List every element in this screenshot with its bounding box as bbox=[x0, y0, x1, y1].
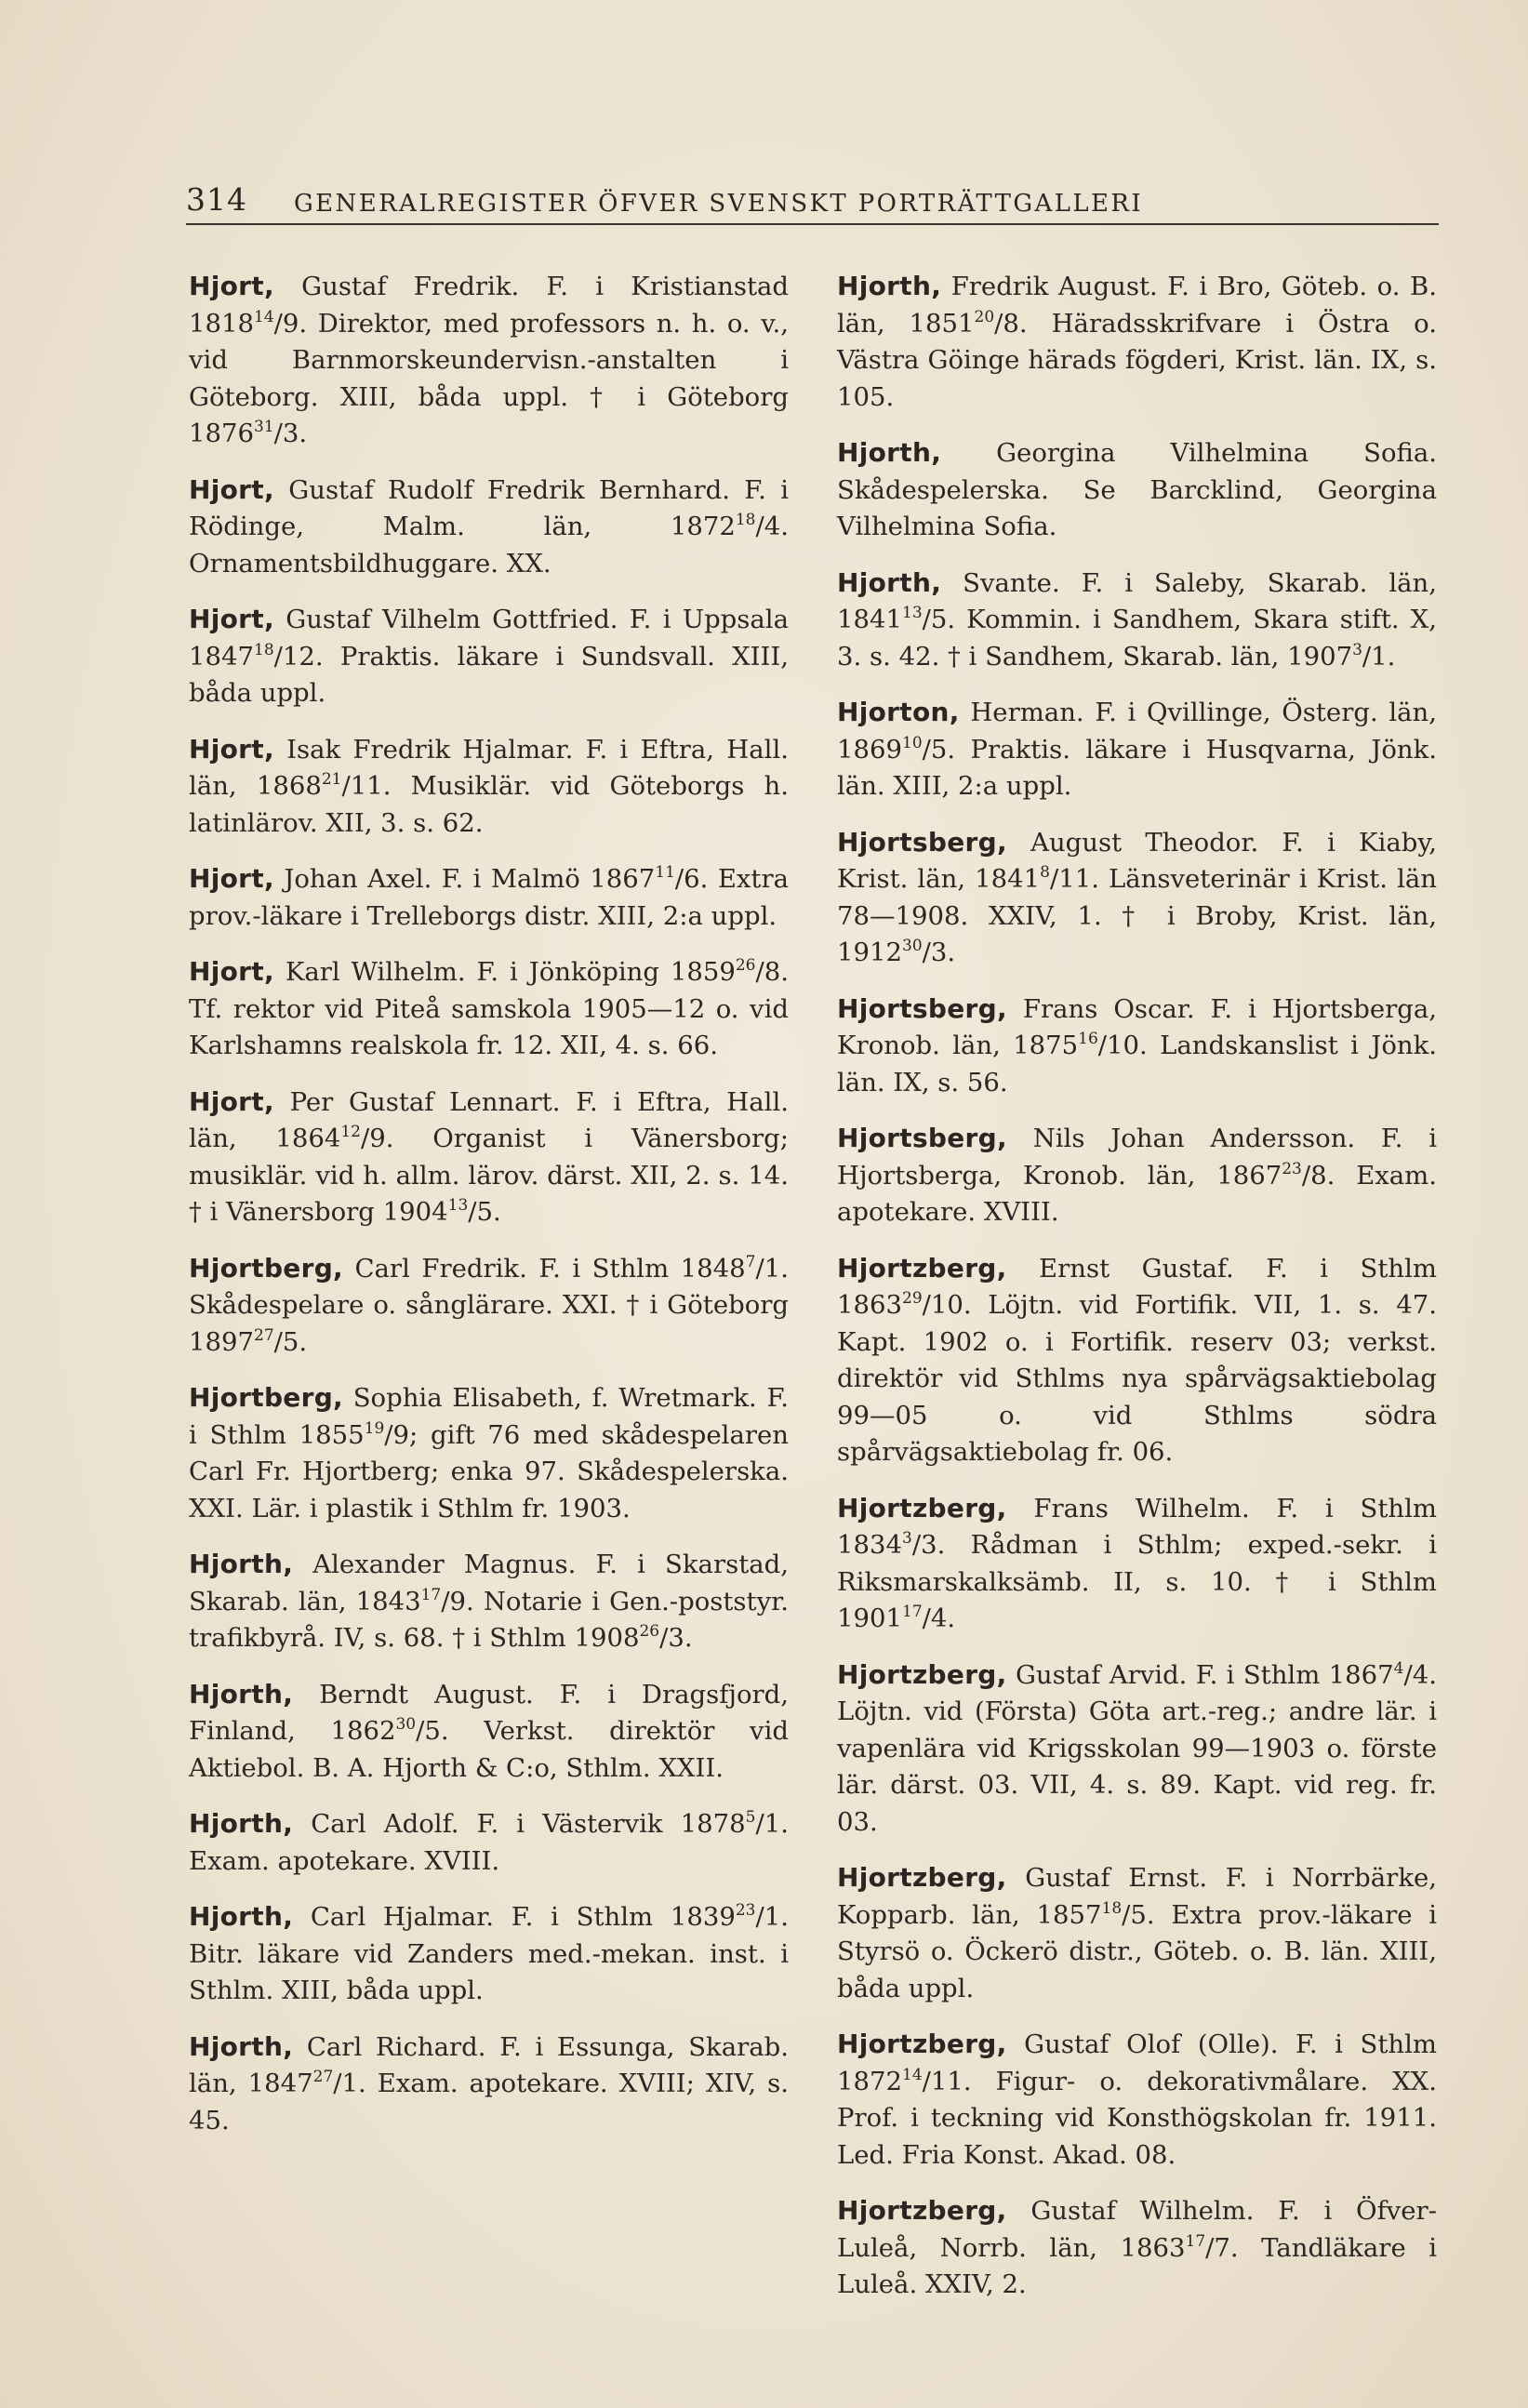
date-day-superscript: 8 bbox=[1040, 863, 1050, 882]
entry-text: /8. Tf. rektor vid Piteå samskola 1905—12 o. vid Karlshamns realskola fr. 12. XII, 4. s. 66. bbox=[189, 957, 789, 1060]
entry-text: /8. Exam. apotekare. XVIII. bbox=[837, 1160, 1437, 1227]
entry-text: /1. bbox=[1362, 641, 1396, 672]
entry-surname: Hjorth, bbox=[189, 1549, 294, 1579]
left-column bbox=[189, 268, 789, 2158]
entry-text: Gustaf Fredrik. F. i Kristianstad 1818 bbox=[189, 272, 789, 339]
entry-text: August Theodor. F. i Kiaby, Krist. län, 1841 bbox=[837, 827, 1437, 894]
entry-text: Carl Hjalmar. F. i Sthlm 1839 bbox=[293, 1902, 736, 1932]
entry-text: /3. bbox=[922, 938, 956, 967]
register-entry bbox=[189, 860, 789, 935]
entry-surname: Hjorth, bbox=[189, 1901, 294, 1932]
date-day-superscript: 3 bbox=[1352, 640, 1362, 659]
entry-text: /9. Notarie i Gen.-poststyr. trafikbyrå. IV, s. 68. † i Sthlm 1908 bbox=[189, 1586, 789, 1653]
entry-surname: Hjorth, bbox=[189, 1808, 294, 1839]
date-day-superscript: 21 bbox=[321, 770, 342, 789]
date-day-superscript: 30 bbox=[902, 937, 923, 955]
entry-surname: Hjorth, bbox=[189, 1678, 294, 1710]
entry-surname: Hjortzberg, bbox=[837, 2029, 1007, 2059]
entry-text: /5. Verkst. direktör vid Aktiebol. B. A. Hjorth & C:o, Sthlm. XXII. bbox=[189, 1716, 789, 1783]
page-header bbox=[186, 179, 1439, 225]
date-day-superscript: 26 bbox=[639, 1622, 660, 1641]
entry-surname: Hjortberg, bbox=[189, 1382, 343, 1413]
date-day-superscript: 27 bbox=[254, 1325, 274, 1345]
register-entry bbox=[837, 1490, 1437, 1638]
entry-text: /5. bbox=[468, 1197, 501, 1227]
date-day-superscript: 31 bbox=[254, 418, 274, 436]
entry-text: /5. Kommin. i Sandhem, Skara stift. X, 3. s. 42. † i Sandhem, Skarab. län, 1907 bbox=[837, 605, 1437, 672]
entry-surname: Hjort, bbox=[189, 1085, 274, 1117]
date-day-superscript: 17 bbox=[902, 1603, 923, 1621]
entry-text: Gustaf Vilhelm Gottfried. F. i Uppsala 1847 bbox=[189, 605, 789, 672]
entry-text: Johan Axel. F. i Malmö 1867 bbox=[273, 864, 656, 894]
entry-text: Gustaf Olof (Olle). F. i Sthlm 1872 bbox=[837, 2029, 1437, 2096]
entry-text: /11. Figur- o. dekorativmålare. XX. Prof. i teckning vid Konsthögskolan fr. 1911. Led. Fria Konst. Akad. 08. bbox=[837, 2066, 1437, 2170]
running-head: GENERALREGISTER ÖFVER SVENSKT PORTRÄTTGALLERI bbox=[294, 190, 1144, 218]
entry-text: Karl Wilhelm. F. i Jönköping 1859 bbox=[273, 957, 736, 987]
register-entry bbox=[189, 1676, 789, 1788]
entry-text: /1. Bitr. läkare vid Zanders med.-mekan. inst. i Sthlm. XIII, båda uppl. bbox=[189, 1902, 789, 2005]
entry-text: Gustaf Wilhelm. F. i Öfver-Luleå, Norrb. län, 1863 bbox=[837, 2196, 1437, 2263]
entry-text: Gustaf Ernst. F. i Norrbärke, Kopparb. län, 1857 bbox=[837, 1863, 1437, 1930]
entry-text: Gustaf Rudolf Fredrik Bernhard. F. i Rödinge, Malm. län, 1872 bbox=[189, 474, 789, 541]
entry-surname: Hjort, bbox=[189, 863, 274, 894]
entry-text: Fredrik August. F. i Bro, Göteb. o. B. län, 1851 bbox=[837, 272, 1437, 339]
entry-text: Frans Wilhelm. F. i Sthlm 1834 bbox=[837, 1493, 1437, 1560]
entry-text: /9. Organist i Vänersborg; musiklär. vid h. allm. lärov. därst. XII, 2. s. 14. † i Vänersborg 1904 bbox=[189, 1124, 789, 1227]
entry-surname: Hjortzberg, bbox=[837, 1658, 1007, 1690]
entry-text: Berndt August. F. i Dragsfjord, Finland, 1862 bbox=[189, 1679, 789, 1746]
date-day-superscript: 13 bbox=[902, 604, 923, 622]
entry-text: /11. Länsveterinär i Krist. län 78—1908. XXIV, 1. † i Broby, Krist. län, 1912 bbox=[837, 864, 1437, 967]
entry-text: /8. Häradsskrifvare i Östra o. Västra Göinge härads fögderi, Krist. län. IX, s. 105. bbox=[837, 308, 1437, 412]
entry-surname: Hjorth, bbox=[837, 566, 942, 598]
register-entry bbox=[189, 1250, 789, 1362]
register-entry bbox=[189, 601, 789, 712]
register-entry bbox=[189, 953, 789, 1065]
date-day-superscript: 23 bbox=[735, 1901, 756, 1920]
entry-text: /1. Exam. apotekare. XVIII; XIV, s. 45. bbox=[189, 2069, 789, 2135]
entry-text: Nils Johan Andersson. F. i Hjortsberga, Kronob. län, 1867 bbox=[837, 1124, 1437, 1191]
entry-surname: Hjort, bbox=[189, 604, 274, 634]
entry-text: /10. Landskanslist i Jönk. län. IX, s. 56. bbox=[837, 1031, 1437, 1098]
date-day-superscript: 13 bbox=[447, 1196, 469, 1215]
entry-text: /10. Löjtn. vid Fortifik. VII, 1. s. 47. Kapt. 1902 o. i Fortifik. reserv 03; verkst. direktör vid Sthlms nya spårvägsaktiebolag 99—05 o. vid Sthlms södra spårvägsaktiebolag fr. 06. bbox=[837, 1290, 1437, 1467]
date-day-superscript: 26 bbox=[735, 956, 756, 975]
register-entry bbox=[837, 565, 1437, 676]
register-entry bbox=[189, 268, 789, 453]
entry-surname: Hjort, bbox=[189, 473, 274, 505]
entry-text: Georgina Vilhelmina Sofia. Skådespelerska. Se Barcklind, Georgina Vilhelmina Sofia. bbox=[837, 438, 1437, 541]
date-day-superscript: 18 bbox=[254, 640, 274, 659]
register-entry bbox=[837, 1656, 1437, 1842]
register-entry bbox=[837, 2026, 1437, 2174]
entry-text: /3. Rådman i Sthlm; exped.-sekr. i Riksmarskalksämb. II, s. 10. † i Sthlm 1901 bbox=[837, 1530, 1437, 1633]
date-day-superscript: 12 bbox=[340, 1123, 361, 1141]
register-entry bbox=[189, 1898, 789, 2010]
register-entry bbox=[837, 694, 1437, 805]
date-day-superscript: 17 bbox=[1185, 2231, 1206, 2251]
entry-text: /1. Skådespelare o. sånglärare. XXI. † i Göteborg 1897 bbox=[189, 1253, 789, 1357]
entry-surname: Hjorton, bbox=[837, 697, 960, 727]
entry-surname: Hjortzberg, bbox=[837, 1252, 1007, 1284]
entry-surname: Hjortzberg, bbox=[837, 2195, 1007, 2226]
date-day-superscript: 20 bbox=[974, 307, 995, 326]
entry-surname: Hjortberg, bbox=[189, 1252, 343, 1284]
date-day-superscript: 18 bbox=[1101, 1898, 1123, 1918]
entry-text: Herman. F. i Qvillinge, Österg. län, 1869 bbox=[837, 698, 1437, 765]
register-entry bbox=[189, 1805, 789, 1880]
date-day-superscript: 14 bbox=[902, 2065, 923, 2084]
entry-surname: Hjort, bbox=[189, 956, 274, 987]
date-day-superscript: 10 bbox=[902, 733, 923, 752]
entry-text: /6. Extra prov.-läkare i Trelleborgs distr. XIII, 2:a uppl. bbox=[189, 864, 789, 931]
register-entry bbox=[837, 1859, 1437, 2007]
entry-text: /12. Praktis. läkare i Sundsvall. XIII, båda uppl. bbox=[189, 641, 789, 708]
entry-surname: Hjort, bbox=[189, 271, 274, 301]
entry-text: Carl Richard. F. i Essunga, Skarab. län, 1847 bbox=[189, 2031, 789, 2098]
entry-text: Isak Fredrik Hjalmar. F. i Eftra, Hall. län, 1868 bbox=[189, 734, 789, 801]
entry-text: Ernst Gustaf. F. i Sthlm 1863 bbox=[837, 1253, 1437, 1320]
date-day-superscript: 17 bbox=[420, 1585, 442, 1604]
register-entry bbox=[837, 268, 1437, 416]
register-entry bbox=[837, 2192, 1437, 2304]
entry-surname: Hjorth, bbox=[189, 2030, 294, 2062]
entry-text: Carl Fredrik. F. i Sthlm 1848 bbox=[342, 1253, 746, 1284]
register-entry bbox=[837, 1120, 1437, 1231]
date-day-superscript: 7 bbox=[745, 1252, 756, 1271]
entry-text: /5. Extra prov.-läkare i Styrsö o. Öckerö distr., Göteb. o. B. län. XIII, båda uppl. bbox=[837, 1899, 1437, 2003]
entry-surname: Hjorth, bbox=[837, 271, 942, 301]
page-number: 314 bbox=[186, 181, 247, 218]
date-day-superscript: 19 bbox=[364, 1418, 385, 1438]
register-entry bbox=[189, 1546, 789, 1657]
entry-surname: Hjortzberg, bbox=[837, 1492, 1007, 1523]
date-day-superscript: 4 bbox=[1393, 1658, 1404, 1678]
entry-text: Alexander Magnus. F. i Skarstad, Skarab. län, 1843 bbox=[189, 1550, 789, 1616]
entry-surname: Hjortsberg, bbox=[837, 992, 1007, 1024]
entry-surname: Hjorth, bbox=[837, 437, 942, 468]
right-column bbox=[837, 268, 1437, 2322]
register-entry bbox=[189, 1084, 789, 1231]
entry-text: Per Gustaf Lennart. F. i Eftra, Hall. län, 1864 bbox=[189, 1086, 789, 1153]
date-day-superscript: 27 bbox=[312, 2068, 334, 2086]
entry-text: /4. Ornamentsbildhuggare. XX. bbox=[189, 512, 789, 579]
entry-text: /1. Exam. apotekare. XVIII. bbox=[189, 1809, 789, 1876]
register-entry bbox=[837, 991, 1437, 1102]
entry-surname: Hjort, bbox=[189, 733, 274, 765]
entry-text: /3. bbox=[273, 419, 308, 448]
register-entry bbox=[837, 824, 1437, 972]
entry-surname: Hjortsberg, bbox=[837, 1123, 1007, 1153]
date-day-superscript: 30 bbox=[395, 1715, 417, 1734]
entry-text: /4. bbox=[922, 1603, 956, 1633]
entry-surname: Hjortsberg, bbox=[837, 826, 1007, 858]
register-entry bbox=[189, 1379, 789, 1527]
register-entry bbox=[837, 434, 1437, 546]
register-entry bbox=[189, 472, 789, 583]
entry-text: /5. bbox=[273, 1326, 308, 1357]
entry-text: /9. Direktor, med professors n. h. o. v., vid Barnmorskeundervisn.-anstalten i Göteborg. XIII, båda uppl. † i Göteborg 1876 bbox=[189, 308, 789, 448]
entry-text: Sophia Elisabeth, f. Wretmark. F. i Sthlm 1855 bbox=[189, 1383, 789, 1450]
entry-text: /4. Löjtn. vid (Första) Göta art.-reg.; andre lär. i vapenlära vid Krigsskolan 99—1903 o. förste lär. därst. 03. VII, 4. s. 89. Kapt. vid reg. fr. 03. bbox=[837, 1659, 1437, 1837]
register-entry bbox=[837, 1250, 1437, 1471]
entry-text: /11. Musiklär. vid Göteborgs h. latinlärov. XII, 3. s. 62. bbox=[189, 771, 789, 838]
date-day-superscript: 16 bbox=[1078, 1030, 1098, 1048]
entry-text: Frans Oscar. F. i Hjortsberga, Kronob. län, 1875 bbox=[837, 993, 1437, 1060]
entry-text: /3. bbox=[659, 1623, 693, 1653]
entry-text: Gustaf Arvid. F. i Sthlm 1867 bbox=[1006, 1659, 1394, 1690]
date-day-superscript: 18 bbox=[735, 511, 756, 529]
entry-text: Carl Adolf. F. i Västervik 1878 bbox=[293, 1809, 746, 1839]
date-day-superscript: 11 bbox=[655, 863, 675, 882]
entry-text: /9; gift 76 med skådespelaren Carl Fr. Hjortberg; enka 97. Skådespelerska. XXI. Lär. i plastik i Sthlm fr. 1903. bbox=[189, 1419, 789, 1523]
entry-text: /5. Praktis. läkare i Husqvarna, Jönk. län. XIII, 2:a uppl. bbox=[837, 734, 1437, 801]
entry-surname: Hjortzberg, bbox=[837, 1862, 1007, 1893]
entry-text: /7. Tandläkare i Luleå. XXIV, 2. bbox=[837, 2232, 1437, 2299]
date-day-superscript: 5 bbox=[745, 1808, 756, 1827]
date-day-superscript: 14 bbox=[254, 307, 274, 326]
date-day-superscript: 29 bbox=[902, 1289, 923, 1308]
date-day-superscript: 23 bbox=[1282, 1159, 1302, 1178]
register-entry bbox=[189, 2029, 789, 2140]
register-entry bbox=[189, 731, 789, 843]
date-day-superscript: 3 bbox=[902, 1529, 912, 1548]
entry-text: Svante. F. i Saleby, Skarab. län, 1841 bbox=[837, 567, 1437, 634]
